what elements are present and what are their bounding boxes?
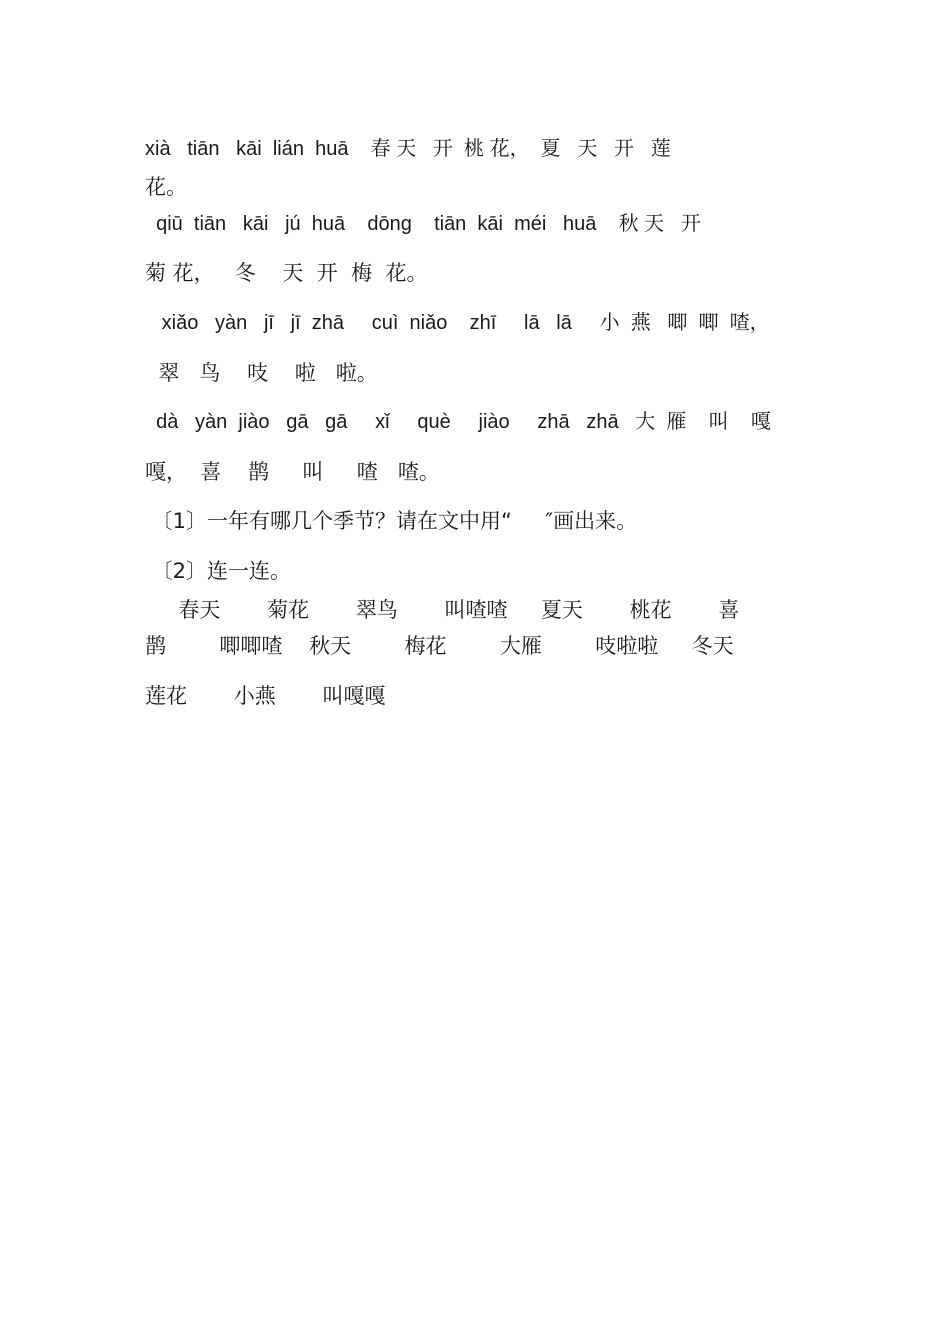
- text-line-6: 翠 鸟 吱 啦 啦。: [145, 361, 378, 385]
- text-line-4: 菊 花， 冬 天 开 梅 花。: [145, 261, 428, 285]
- text-line-5: xiǎo yàn jī jī zhā cuì niǎo zhī lā lā 小 燕 唧 唧 喳，: [145, 312, 770, 334]
- question-1: 〔1〕一年有哪几个季节？请在文中用“ ″画出来。: [145, 509, 638, 533]
- text-line-3: qiū tiān kāi jú huā dōng tiān kāi méi huā 秋 天 开: [145, 213, 701, 235]
- text-line-1: xià tiān kāi lián huā 春 天 开 桃 花， 夏 天 开 莲: [145, 138, 671, 160]
- matching-line-1: 春天 菊花 翠鸟 叫喳喳 夏天 桃花 喜: [145, 598, 740, 622]
- matching-line-3: 莲花 小燕 叫嘎嘎: [145, 684, 386, 708]
- matching-line-2: 鹊 唧唧喳 秋天 梅花 大雁 吱啦啦 冬天: [145, 634, 734, 658]
- text-line-2: 花。: [145, 175, 187, 199]
- text-line-7: dà yàn jiào gā gā xǐ què jiào zhā zhā 大 雁 叫 嘎: [145, 411, 771, 433]
- text-line-8: 嘎， 喜 鹊 叫 喳 喳。: [145, 460, 440, 484]
- question-2: 〔2〕连一连。: [145, 559, 292, 583]
